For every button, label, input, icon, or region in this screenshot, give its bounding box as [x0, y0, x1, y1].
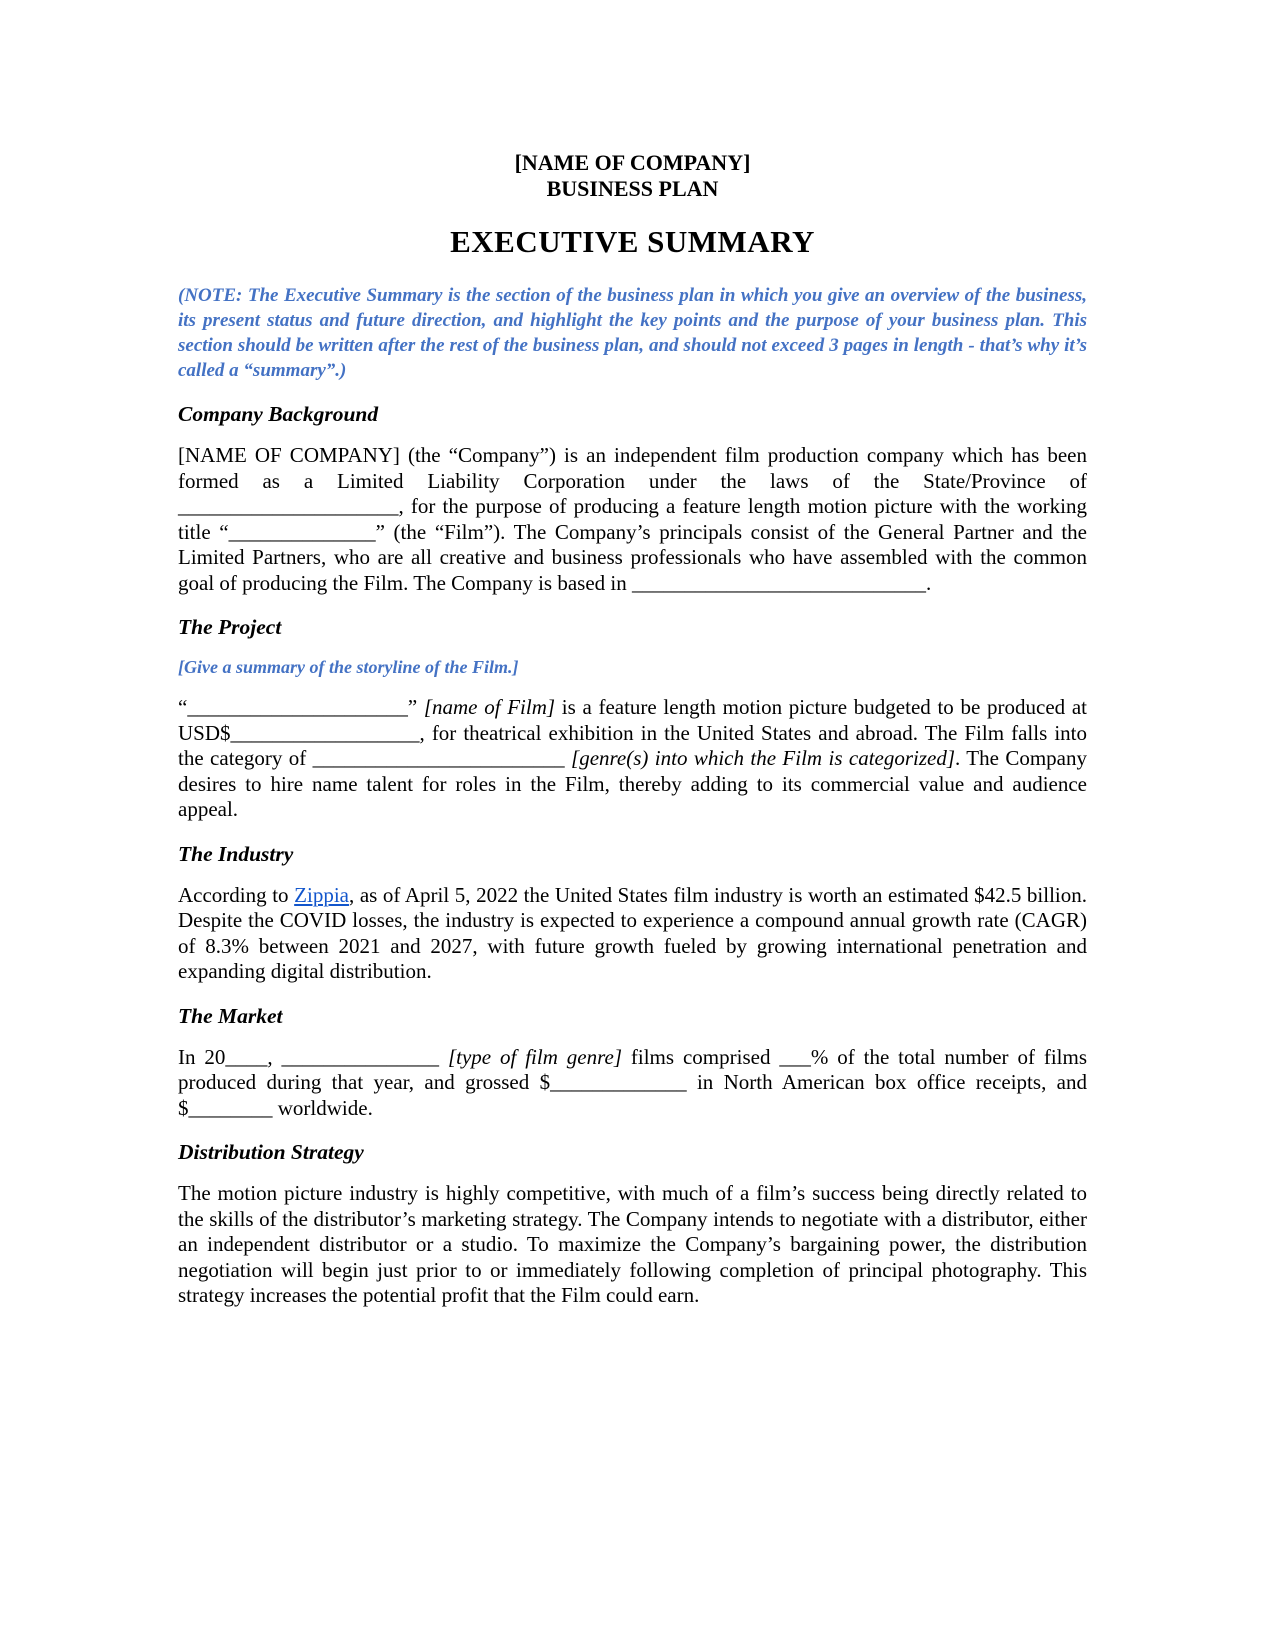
- italic-run: [type of film genre]: [447, 1044, 622, 1069]
- text-run: The motion picture industry is highly competitive, with much of a film’s success being directly related to the skills of the distributor’s marketing strategy. The Company intends to negotiate with a distributor, either an independent distributor or a studio. To maximize the Company’s bargaining power, the distribution negotiation will begin just prior to or immediately following completion of principal photography. This strategy increases the potential profit that the Film could earn.: [178, 1181, 1087, 1307]
- text-run: In 20____, _______________: [178, 1044, 448, 1069]
- section-the-project: [178, 614, 1087, 823]
- doc-header: [178, 150, 1087, 202]
- note-paragraph: (NOTE: The Executive Summary is the section of the business plan in which you give an overview of the business, its present status and future direction, and highlight the key points and the purpose of your business plan. This section should be written after the rest of the business plan, and should not exceed 3 pages in length - that’s why it’s called a “summary”.): [178, 285, 1087, 381]
- section-heading-the-industry: The Industry: [178, 841, 294, 866]
- section-heading-distribution-strategy: Distribution Strategy: [178, 1140, 364, 1164]
- text-run: , as of April 5, 2022 the United States film industry is worth an estimated $42.5 billion. Despite the COVID losses, the industry is expected to experience a compound annual growth rate (CAGR) of 8.3% between 2021 and 2027, with future growth fueled by growing international penetration and expanding digital distribution.: [178, 882, 1087, 983]
- text-run: According to: [178, 882, 295, 907]
- italic-run: [name of Film]: [423, 695, 556, 719]
- text-run: . The Company desires to hire name talent for roles in the Film, thereby adding to its commercial value and audience appeal.: [178, 746, 1087, 821]
- text-run: is a feature length motion picture budgeted to be produced at USD$__________________, for theatrical exhibition in the United States and abroad. The Film falls into the category of ________________________: [178, 695, 1087, 770]
- paragraph: [178, 1181, 1087, 1309]
- section-heading-the-market: The Market: [178, 1003, 283, 1028]
- section-distribution-strategy: [178, 1139, 1087, 1309]
- section-company-background: [178, 401, 1087, 596]
- section-heading-company-background: Company Background: [178, 402, 379, 426]
- paragraph: [178, 443, 1087, 596]
- paragraph: [178, 883, 1087, 985]
- document-body: [178, 401, 1087, 1309]
- doc-title: EXECUTIVE SUMMARY: [450, 224, 815, 259]
- company-name-line: [NAME OF COMPANY]: [514, 150, 751, 175]
- paragraph: [178, 1045, 1087, 1122]
- section-the-industry: [178, 841, 1087, 985]
- business-plan-line: BUSINESS PLAN: [546, 176, 719, 201]
- text-run: films comprised ___% of the total number of films produced during that year, and grossed $_____________ in North American box office receipts, and $________ worldwide.: [178, 1044, 1088, 1120]
- italic-run: [genre(s) into which the Film is categorized]: [571, 746, 956, 770]
- text-run: “_____________________”: [178, 695, 424, 719]
- storyline-prompt: [Give a summary of the storyline of the Film.]: [178, 657, 519, 677]
- section-the-market: [178, 1003, 1087, 1122]
- zippia-link[interactable]: Zippia: [294, 882, 349, 907]
- text-run: [NAME OF COMPANY] (the “Company”) is an independent film production company which has been formed as a Limited Liability Corporation under the laws of the State/Province of _____________________, for the purpose of producing a feature length motion picture with the working title “______________” (the “Film”). The Company’s principals consist of the General Partner and the Limited Partners, who are all creative and business professionals who have assembled with the common goal of producing the Film. The Company is based in ____________________________.: [178, 443, 1087, 595]
- section-heading-the-project: The Project: [178, 615, 282, 639]
- paragraph: [178, 695, 1087, 823]
